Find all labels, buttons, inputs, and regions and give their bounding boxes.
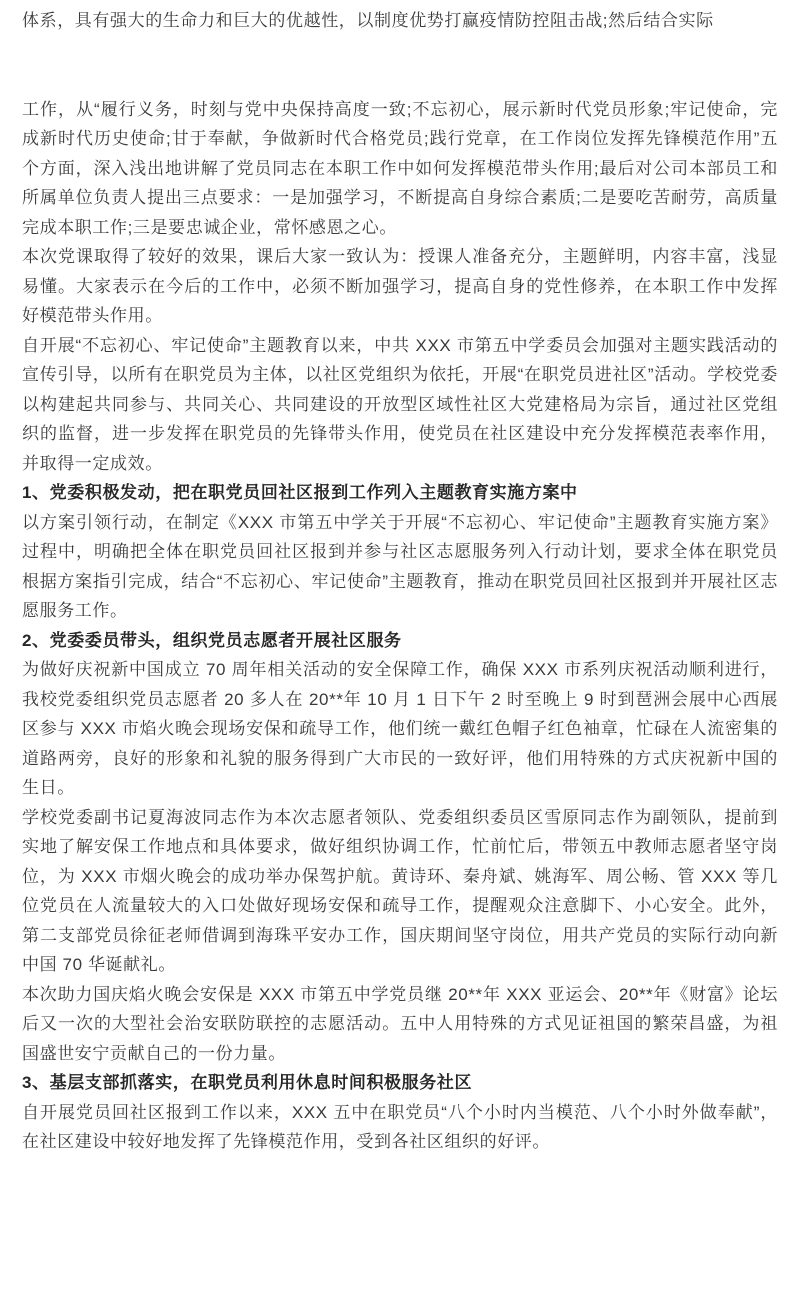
paragraph-party-lecture-five-aspects: 工作，从“履行义务，时刻与党中央保持高度一致;不忘初心，展示新时代党员形象;牢记使命，完成新时代历史使命;甘于奉献，争做新时代合格党员;践行党章，在工作岗位发挥先锋模范作用”五个方面，深入浅出地讲解了党员同志在本职工作中如何发挥模范带头作用;最后对公司本部员工和所属单位负责人提出三点要求：一是加强学习，不断提高自身综合素质;二是要吃苦耐劳，高质量完成本职工作;三是要忠诚企业，常怀感恩之心。 xyxy=(22,99,778,237)
paragraph-theme-education-intro: 自开展“不忘初心、牢记使命”主题教育以来，中共 XXX 市第五中学委员会加强对主题实践活动的宣传引导，以所有在职党员为主体，以社区党组织为依托，开展“在职党员进社区”活动。学校党委以构建起共同参与、共同关心、共同建设的开放型区域性社区大党建格局为宗旨，通过社区党组织的监督，进一步发挥在职党员的先锋带头作用，使党员在社区建设中充分发挥模范表率作用，并取得一定成效。 xyxy=(22,335,778,473)
paragraph-section-2-body-3: 本次助力国庆焰火晚会安保是 XXX 市第五中学党员继 20**年 XXX 亚运会、20**年《财富》论坛后又一次的大型社会治安联防联控的志愿活动。五中人用特殊的方式见证祖国的繁荣昌盛，为祖国盛世安宁贡献自己的一份力量。 xyxy=(22,984,778,1063)
paragraph-lecture-feedback: 本次党课取得了较好的效果，课后大家一致认为：授课人准备充分，主题鲜明，内容丰富，浅显易懂。大家表示在今后的工作中，必须不断加强学习，提高自身的党性修养，在本职工作中发挥好模范带头作用。 xyxy=(22,247,778,325)
section-heading-3: 3、基层支部抓落实，在职党员利用休息时间积极服务社区 xyxy=(22,1073,473,1092)
paragraph-section-1-body: 以方案引领行动，在制定《XXX 市第五中学关于开展“不忘初心、牢记使命”主题教育实施方案》过程中，明确把全体在职党员回社区报到并参与社区志愿服务列入行动计划，要求全体在职党员根据方案指引完成，结合“不忘初心、牢记使命”主题教育，推动在职党员回社区报到并开展社区志愿服务工作。 xyxy=(22,512,778,620)
section-heading-2: 2、党委委员带头，组织党员志愿者开展社区服务 xyxy=(22,630,402,650)
paragraph-gap xyxy=(22,36,778,95)
paragraph-section-3-body: 自开展党员回社区报到工作以来，XXX 五中在职党员“八个小时内当模范、八个小时外做奉献”，在社区建设中较好地发挥了先锋模范作用，受到各社区组织的好评。 xyxy=(22,1102,778,1151)
paragraph-section-2-body-2: 学校党委副书记夏海波同志作为本次志愿者领队、党委组织委员区雪原同志作为副领队，提前到实地了解安保工作地点和具体要求，做好组织协调工作，忙前忙后，带领五中教师志愿者坚守岗位，为 XXX 市烟火晚会的成功举办保驾护航。黄诗环、秦舟斌、姚海军、周公畅、管 XXX 等几位党员在人流量较大的入口处做好现场安保和疏导工作，提醒观众注意脚下、小心安全。此外，第二支部党员徐征老师借调到海珠平安办工作，国庆期间坚守岗位，用共产党员的实际行动向新中国 70 华诞献礼。 xyxy=(22,807,778,974)
paragraph-fragment-top: 体系，具有强大的生命力和巨大的优越性，以制度优势打赢疫情防控阻击战;然后结合实际 xyxy=(22,11,714,30)
paragraph-section-2-body-1: 为做好庆祝新中国成立 70 周年相关活动的安全保障工作，确保 XXX 市系列庆祝活动顺利进行，我校党委组织党员志愿者 20 多人在 20**年 10 月 1 日下午 2 时至晚上 9 时到琶洲会展中心西展区参与 XXX 市焰火晚会现场安保和疏导工作，他们统一戴红色帽子红色袖章，忙碌在人流密集的道路两旁，良好的形象和礼貌的服务得到广大市民的一致好评，他们用特殊的方式庆祝新中国的生日。 xyxy=(22,660,778,797)
section-heading-1: 1、党委积极发动，把在职党员回社区报到工作列入主题教育实施方案中 xyxy=(22,483,578,502)
